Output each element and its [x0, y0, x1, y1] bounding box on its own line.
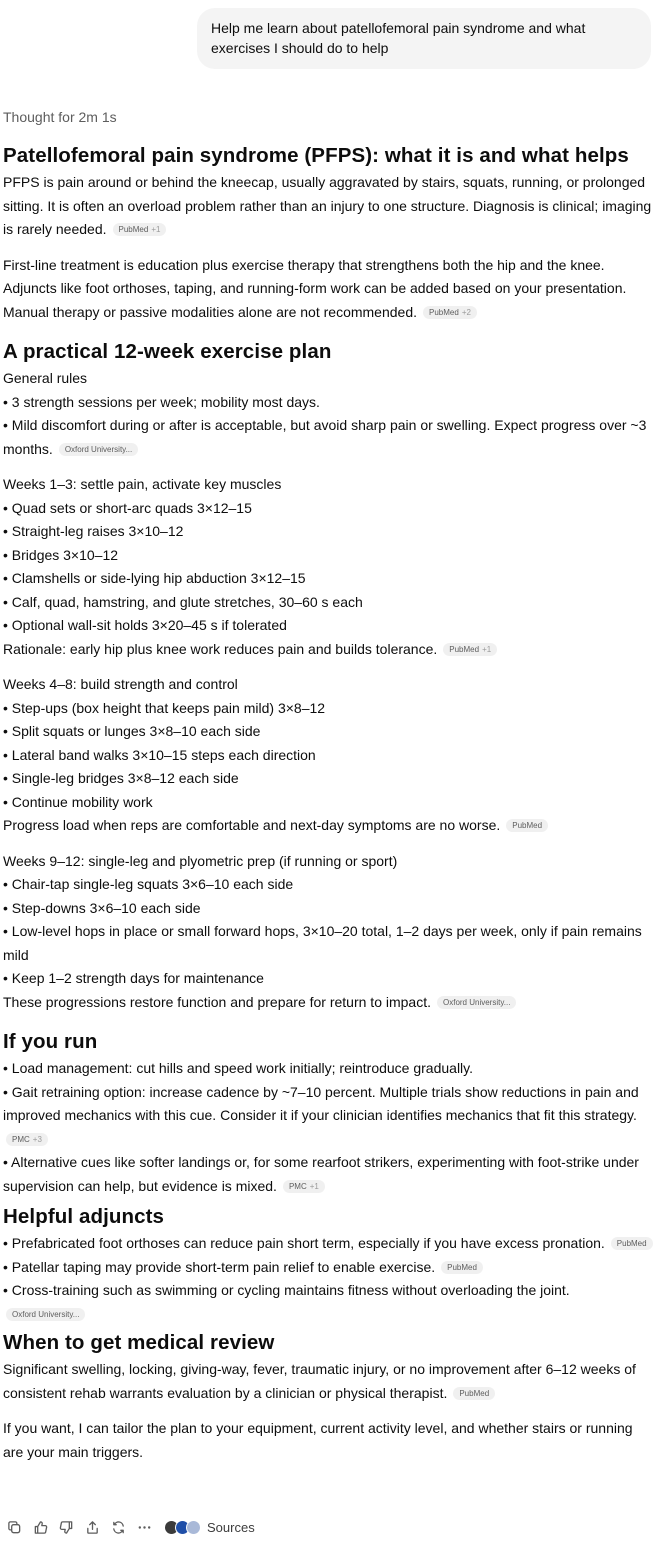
citation-count: +2	[461, 307, 471, 317]
citation-chip[interactable]	[6, 1133, 48, 1146]
citation-count: +3	[32, 1134, 42, 1144]
list-item: • Clamshells or side-lying hip abduction 3×12–15	[3, 570, 306, 586]
citation-chip[interactable]	[6, 1308, 85, 1321]
list-item: • Optional wall-sit holds 3×20–45 s if tolerated	[3, 617, 287, 633]
list-item	[3, 1151, 653, 1198]
citation-chip[interactable]	[611, 1237, 653, 1250]
citation-chip[interactable]	[506, 819, 548, 832]
list-item: • Keep 1–2 strength days for maintenance	[3, 970, 264, 986]
assistant-response	[3, 108, 653, 1464]
citation-label: PubMed	[429, 307, 459, 317]
thumbs-up-icon[interactable]	[30, 1517, 50, 1537]
citation-label: PubMed	[449, 644, 480, 654]
citation-chip[interactable]	[283, 1180, 325, 1193]
list-item	[3, 414, 653, 461]
section-title-plan: A practical 12-week exercise plan	[3, 340, 332, 363]
citation-label: PubMed	[459, 1388, 490, 1398]
phase2-heading: Weeks 4–8: build strength and control	[3, 676, 238, 692]
thought-duration[interactable]: Thought for 2m 1s	[3, 109, 117, 125]
intro-paragraph-2-text: First-line treatment is education plus exercise therapy that strengthens both the hip and the knee. Adjuncts like foot orthoses, taping, and running-form work can be added based on your presentation. Manual therapy or passive modalities alone are not recommended.	[3, 256, 627, 320]
citation-label: PMC	[288, 1181, 307, 1191]
general-rules-heading: General rules	[3, 370, 88, 386]
review-paragraph-1-text: Significant swelling, locking, giving-way, fever, traumatic injury, or no improvement after 6–12 weeks of consistent rehab warrants evaluation by a clinician or physical therapist.	[3, 1361, 636, 1401]
thumbs-down-icon[interactable]	[56, 1517, 76, 1537]
section-title-adjuncts: Helpful adjuncts	[3, 1205, 165, 1228]
list-item: • Chair-tap single-leg squats 3×6–10 each side	[3, 876, 294, 892]
sources-label: Sources	[207, 1519, 255, 1535]
citation-chip[interactable]	[441, 1261, 483, 1274]
citation-chip[interactable]	[453, 1387, 495, 1400]
intro-paragraph-2	[3, 254, 653, 325]
more-icon[interactable]	[134, 1517, 154, 1537]
section-title-review: When to get medical review	[3, 1331, 275, 1354]
phase1-heading: Weeks 1–3: settle pain, activate key muscles	[3, 476, 282, 492]
sources-button[interactable]	[164, 1520, 255, 1535]
citation-line	[3, 1303, 653, 1327]
list-item: • Step-ups (box height that keeps pain mild) 3×8–12	[3, 699, 326, 716]
section-title-run: If you run	[3, 1030, 98, 1053]
citation-label: PubMed	[447, 1262, 477, 1272]
list-item: • Single-leg bridges 3×8–12 each side	[3, 770, 239, 786]
phase1-rationale	[3, 638, 653, 662]
citation-label: Oxford University...	[12, 1309, 80, 1319]
citation-line	[3, 1128, 653, 1152]
citation-count: +1	[482, 644, 492, 654]
regenerate-icon[interactable]	[108, 1517, 128, 1537]
phase2-note	[3, 814, 653, 838]
list-item: • Straight-leg raises 3×10–12	[3, 523, 184, 539]
list-item-text: • Patellar taping may provide short-term pain relief to enable exercise.	[3, 1258, 436, 1275]
intro-paragraph-1	[3, 171, 653, 242]
list-item: • Step-downs 3×6–10 each side	[3, 899, 201, 916]
list-item: • Gait retraining option: increase cadence by ~7–10 percent. Multiple trials show reductions in pain and improved mechanics with this cue. Consider it if your clinician identifies mechanics that fit this strategy.	[3, 1083, 639, 1123]
list-item-text: • Mild discomfort during or after is acceptable, but avoid sharp pain or swelling. Expect progress over ~3 months.	[3, 417, 647, 457]
citation-label: PubMed	[616, 1239, 647, 1248]
share-icon[interactable]	[82, 1517, 102, 1537]
phase2-note-text: Progress load when reps are comfortable and next-day symptoms are no worse.	[3, 817, 501, 833]
user-message-text: Help me learn about patellofemoral pain syndrome and what exercises I should do to help	[211, 20, 586, 56]
phase3-heading: Weeks 9–12: single-leg and plyometric prep (if running or sport)	[3, 852, 398, 869]
citation-label: Oxford University...	[64, 444, 133, 454]
citation-chip[interactable]	[423, 306, 477, 319]
citation-label: PubMed	[118, 225, 149, 234]
citation-label: Oxford University...	[443, 997, 511, 1007]
citation-chip[interactable]	[59, 443, 138, 456]
list-item: • Continue mobility work	[3, 793, 153, 810]
citation-label: PubMed	[512, 821, 543, 830]
user-message-bubble	[197, 8, 651, 69]
intro-paragraph-1-text: PFPS is pain around or behind the kneecap, usually aggravated by stairs, squats, running, or prolonged sitting. It is often an overload problem rather than an injury to one structure. Diagnosis is clinical; imaging is rarely needed.	[3, 174, 652, 237]
citation-chip[interactable]	[437, 996, 516, 1009]
list-item: • Split squats or lunges 3×8–10 each side	[3, 723, 261, 739]
list-item: • Calf, quad, hamstring, and glute stretches, 30–60 s each	[3, 593, 363, 610]
citation-count: +1	[151, 225, 161, 234]
list-item: • Cross-training such as swimming or cycling maintains fitness without overloading the joint.	[3, 1282, 570, 1298]
list-item: • Load management: cut hills and speed work initially; reintroduce gradually.	[3, 1060, 474, 1076]
source-favicon	[186, 1520, 201, 1535]
list-item	[3, 1256, 653, 1280]
copy-icon[interactable]	[4, 1517, 24, 1537]
review-paragraph-2: If you want, I can tailor the plan to your equipment, current activity level, and whether stairs or running are your main triggers.	[3, 1420, 633, 1460]
list-item-text: • Alternative cues like softer landings or, for some rearfoot strikers, experimenting with foot-strike under supervision can help, but evidence is mixed.	[3, 1154, 639, 1194]
list-item: • Bridges 3×10–12	[3, 546, 119, 563]
section-title-pfps: Patellofemoral pain syndrome (PFPS): what it is and what helps	[3, 144, 629, 167]
list-item: • 3 strength sessions per week; mobility most days.	[3, 393, 320, 410]
review-paragraph-1	[3, 1358, 653, 1405]
list-item	[3, 1232, 653, 1256]
list-item-text: • Prefabricated foot orthoses can reduce pain short term, especially if you have excess pronation.	[3, 1235, 605, 1251]
phase1-rationale-text: Rationale: early hip plus knee work reduces pain and builds tolerance.	[3, 640, 438, 657]
list-item: • Low-level hops in place or small forward hops, 3×10–20 total, 1–2 days per week, only if pain remains mild	[3, 923, 642, 963]
list-item: • Quad sets or short-arc quads 3×12–15	[3, 499, 252, 516]
citation-chip[interactable]	[113, 223, 167, 236]
message-action-bar	[4, 1517, 255, 1537]
citation-chip[interactable]	[443, 643, 497, 656]
citation-label: PMC	[12, 1134, 30, 1144]
citation-count: +1	[309, 1181, 319, 1191]
list-item: • Lateral band walks 3×10–15 steps each direction	[3, 746, 316, 763]
phase3-note-text: These progressions restore function and prepare for return to impact.	[3, 993, 431, 1010]
phase3-note	[3, 991, 653, 1015]
